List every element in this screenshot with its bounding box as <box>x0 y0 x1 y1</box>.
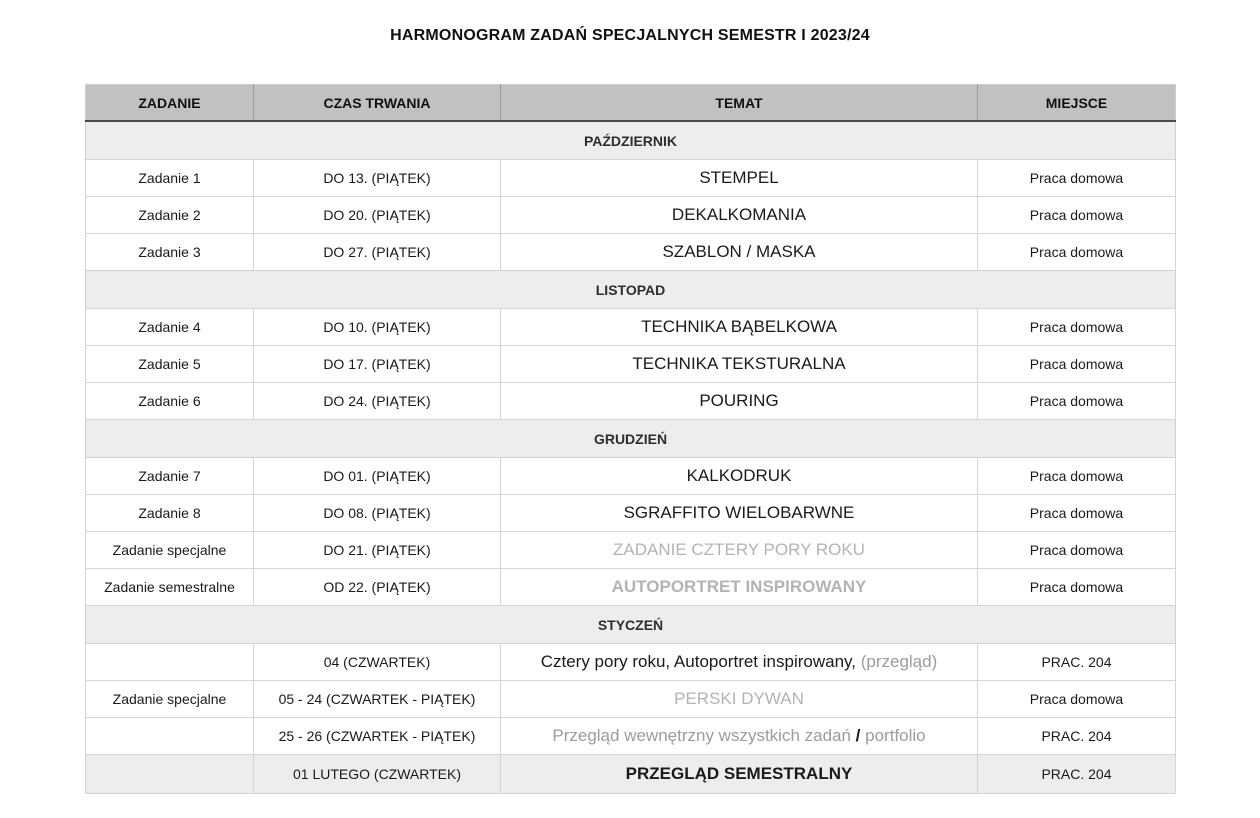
cell-czas-trwania: 25 - 26 (CZWARTEK - PIĄTEK) <box>254 718 501 755</box>
cell-temat <box>501 718 978 755</box>
cell-czas-trwania: DO 08. (PIĄTEK) <box>254 495 501 532</box>
table-row <box>86 644 1176 681</box>
table-row <box>86 234 1176 271</box>
table-row <box>86 495 1176 532</box>
cell-zadanie: Zadanie 6 <box>86 383 254 420</box>
cell-czas-trwania: DO 20. (PIĄTEK) <box>254 197 501 234</box>
cell-temat <box>501 644 978 681</box>
cell-zadanie: Zadanie 5 <box>86 346 254 383</box>
month-section-row <box>86 420 1176 458</box>
temat-text: STEMPEL <box>699 168 779 187</box>
temat-text-secondary: portfolio <box>865 726 926 745</box>
table-row-highlight <box>86 755 1176 794</box>
column-header-miejsce: MIEJSCE <box>978 85 1176 122</box>
month-label-grudzien: GRUDZIEŃ <box>86 420 1176 458</box>
cell-czas-trwania: DO 24. (PIĄTEK) <box>254 383 501 420</box>
cell-temat <box>501 197 978 234</box>
temat-text: PERSKI DYWAN <box>674 689 804 708</box>
table-row <box>86 458 1176 495</box>
cell-temat <box>501 234 978 271</box>
cell-miejsce: PRAC. 204 <box>978 718 1176 755</box>
month-section-row <box>86 271 1176 309</box>
temat-text: AUTOPORTRET INSPIROWANY <box>611 577 867 596</box>
temat-text: ZADANIE CZTERY PORY ROKU <box>613 540 865 559</box>
cell-temat <box>501 458 978 495</box>
cell-zadanie <box>86 718 254 755</box>
cell-zadanie: Zadanie 7 <box>86 458 254 495</box>
cell-czas-trwania: OD 22. (PIĄTEK) <box>254 569 501 606</box>
cell-miejsce: Praca domowa <box>978 346 1176 383</box>
table-row <box>86 681 1176 718</box>
cell-zadanie: Zadanie 1 <box>86 160 254 197</box>
cell-czas-trwania: DO 13. (PIĄTEK) <box>254 160 501 197</box>
cell-temat <box>501 569 978 606</box>
column-header-temat: TEMAT <box>501 85 978 122</box>
cell-temat <box>501 681 978 718</box>
cell-miejsce: Praca domowa <box>978 569 1176 606</box>
cell-zadanie: Zadanie 2 <box>86 197 254 234</box>
cell-zadanie: Zadanie 4 <box>86 309 254 346</box>
table-row <box>86 532 1176 569</box>
cell-miejsce: Praca domowa <box>978 532 1176 569</box>
cell-zadanie: Zadanie semestralne <box>86 569 254 606</box>
cell-temat <box>501 755 978 794</box>
cell-temat <box>501 495 978 532</box>
cell-temat <box>501 160 978 197</box>
cell-czas-trwania: DO 17. (PIĄTEK) <box>254 346 501 383</box>
cell-temat <box>501 383 978 420</box>
cell-miejsce: Praca domowa <box>978 309 1176 346</box>
table-row <box>86 346 1176 383</box>
cell-czas-trwania: 01 LUTEGO (CZWARTEK) <box>254 755 501 794</box>
header-row <box>86 85 1176 122</box>
temat-text: POURING <box>699 391 779 410</box>
temat-text: Przegląd wewnętrzny wszystkich zadań <box>552 726 851 745</box>
temat-text: SGRAFFITO WIELOBARWNE <box>623 503 855 522</box>
cell-miejsce: Praca domowa <box>978 495 1176 532</box>
cell-miejsce: Praca domowa <box>978 160 1176 197</box>
temat-text: TECHNIKA BĄBELKOWA <box>641 317 837 336</box>
column-header-czas-trwania: CZAS TRWANIA <box>254 85 501 122</box>
month-section-row <box>86 121 1176 160</box>
column-header-zadanie: ZADANIE <box>86 85 254 122</box>
cell-miejsce: Praca domowa <box>978 234 1176 271</box>
cell-zadanie: Zadanie specjalne <box>86 681 254 718</box>
temat-text: PRZEGLĄD SEMESTRALNY <box>625 764 853 783</box>
cell-zadanie <box>86 755 254 794</box>
cell-miejsce: Praca domowa <box>978 681 1176 718</box>
cell-czas-trwania: DO 21. (PIĄTEK) <box>254 532 501 569</box>
cell-miejsce: Praca domowa <box>978 458 1176 495</box>
cell-czas-trwania: 04 (CZWARTEK) <box>254 644 501 681</box>
cell-czas-trwania: DO 01. (PIĄTEK) <box>254 458 501 495</box>
cell-temat <box>501 532 978 569</box>
cell-temat <box>501 346 978 383</box>
table-row <box>86 197 1176 234</box>
cell-czas-trwania: 05 - 24 (CZWARTEK - PIĄTEK) <box>254 681 501 718</box>
month-label-pazdziernik: PAŹDZIERNIK <box>86 121 1176 160</box>
table-row <box>86 569 1176 606</box>
page-title: HARMONOGRAM ZADAŃ SPECJALNYCH SEMESTR I 2023/24 <box>390 27 870 44</box>
cell-miejsce: Praca domowa <box>978 383 1176 420</box>
temat-text: Cztery pory roku, Autoportret inspirowany, <box>540 652 861 671</box>
month-label-styczen: STYCZEŃ <box>86 606 1176 644</box>
cell-zadanie <box>86 644 254 681</box>
temat-text: SZABLON / MASKA <box>662 242 816 261</box>
cell-miejsce: PRAC. 204 <box>978 644 1176 681</box>
table-row <box>86 718 1176 755</box>
schedule-table <box>85 84 1176 794</box>
table-row <box>86 160 1176 197</box>
cell-czas-trwania: DO 10. (PIĄTEK) <box>254 309 501 346</box>
cell-temat <box>501 309 978 346</box>
temat-text: DEKALKOMANIA <box>671 205 807 224</box>
cell-miejsce: Praca domowa <box>978 197 1176 234</box>
month-label-listopad: LISTOPAD <box>86 271 1176 309</box>
cell-czas-trwania: DO 27. (PIĄTEK) <box>254 234 501 271</box>
temat-slash: / <box>850 726 866 745</box>
cell-miejsce: PRAC. 204 <box>978 755 1176 794</box>
cell-zadanie: Zadanie 8 <box>86 495 254 532</box>
temat-text: TECHNIKA TEKSTURALNA <box>632 354 846 373</box>
cell-zadanie: Zadanie specjalne <box>86 532 254 569</box>
temat-text: KALKODRUK <box>686 466 792 485</box>
table-row <box>86 383 1176 420</box>
table-row <box>86 309 1176 346</box>
temat-text-secondary: (przegląd) <box>860 652 938 671</box>
cell-zadanie: Zadanie 3 <box>86 234 254 271</box>
month-section-row <box>86 606 1176 644</box>
